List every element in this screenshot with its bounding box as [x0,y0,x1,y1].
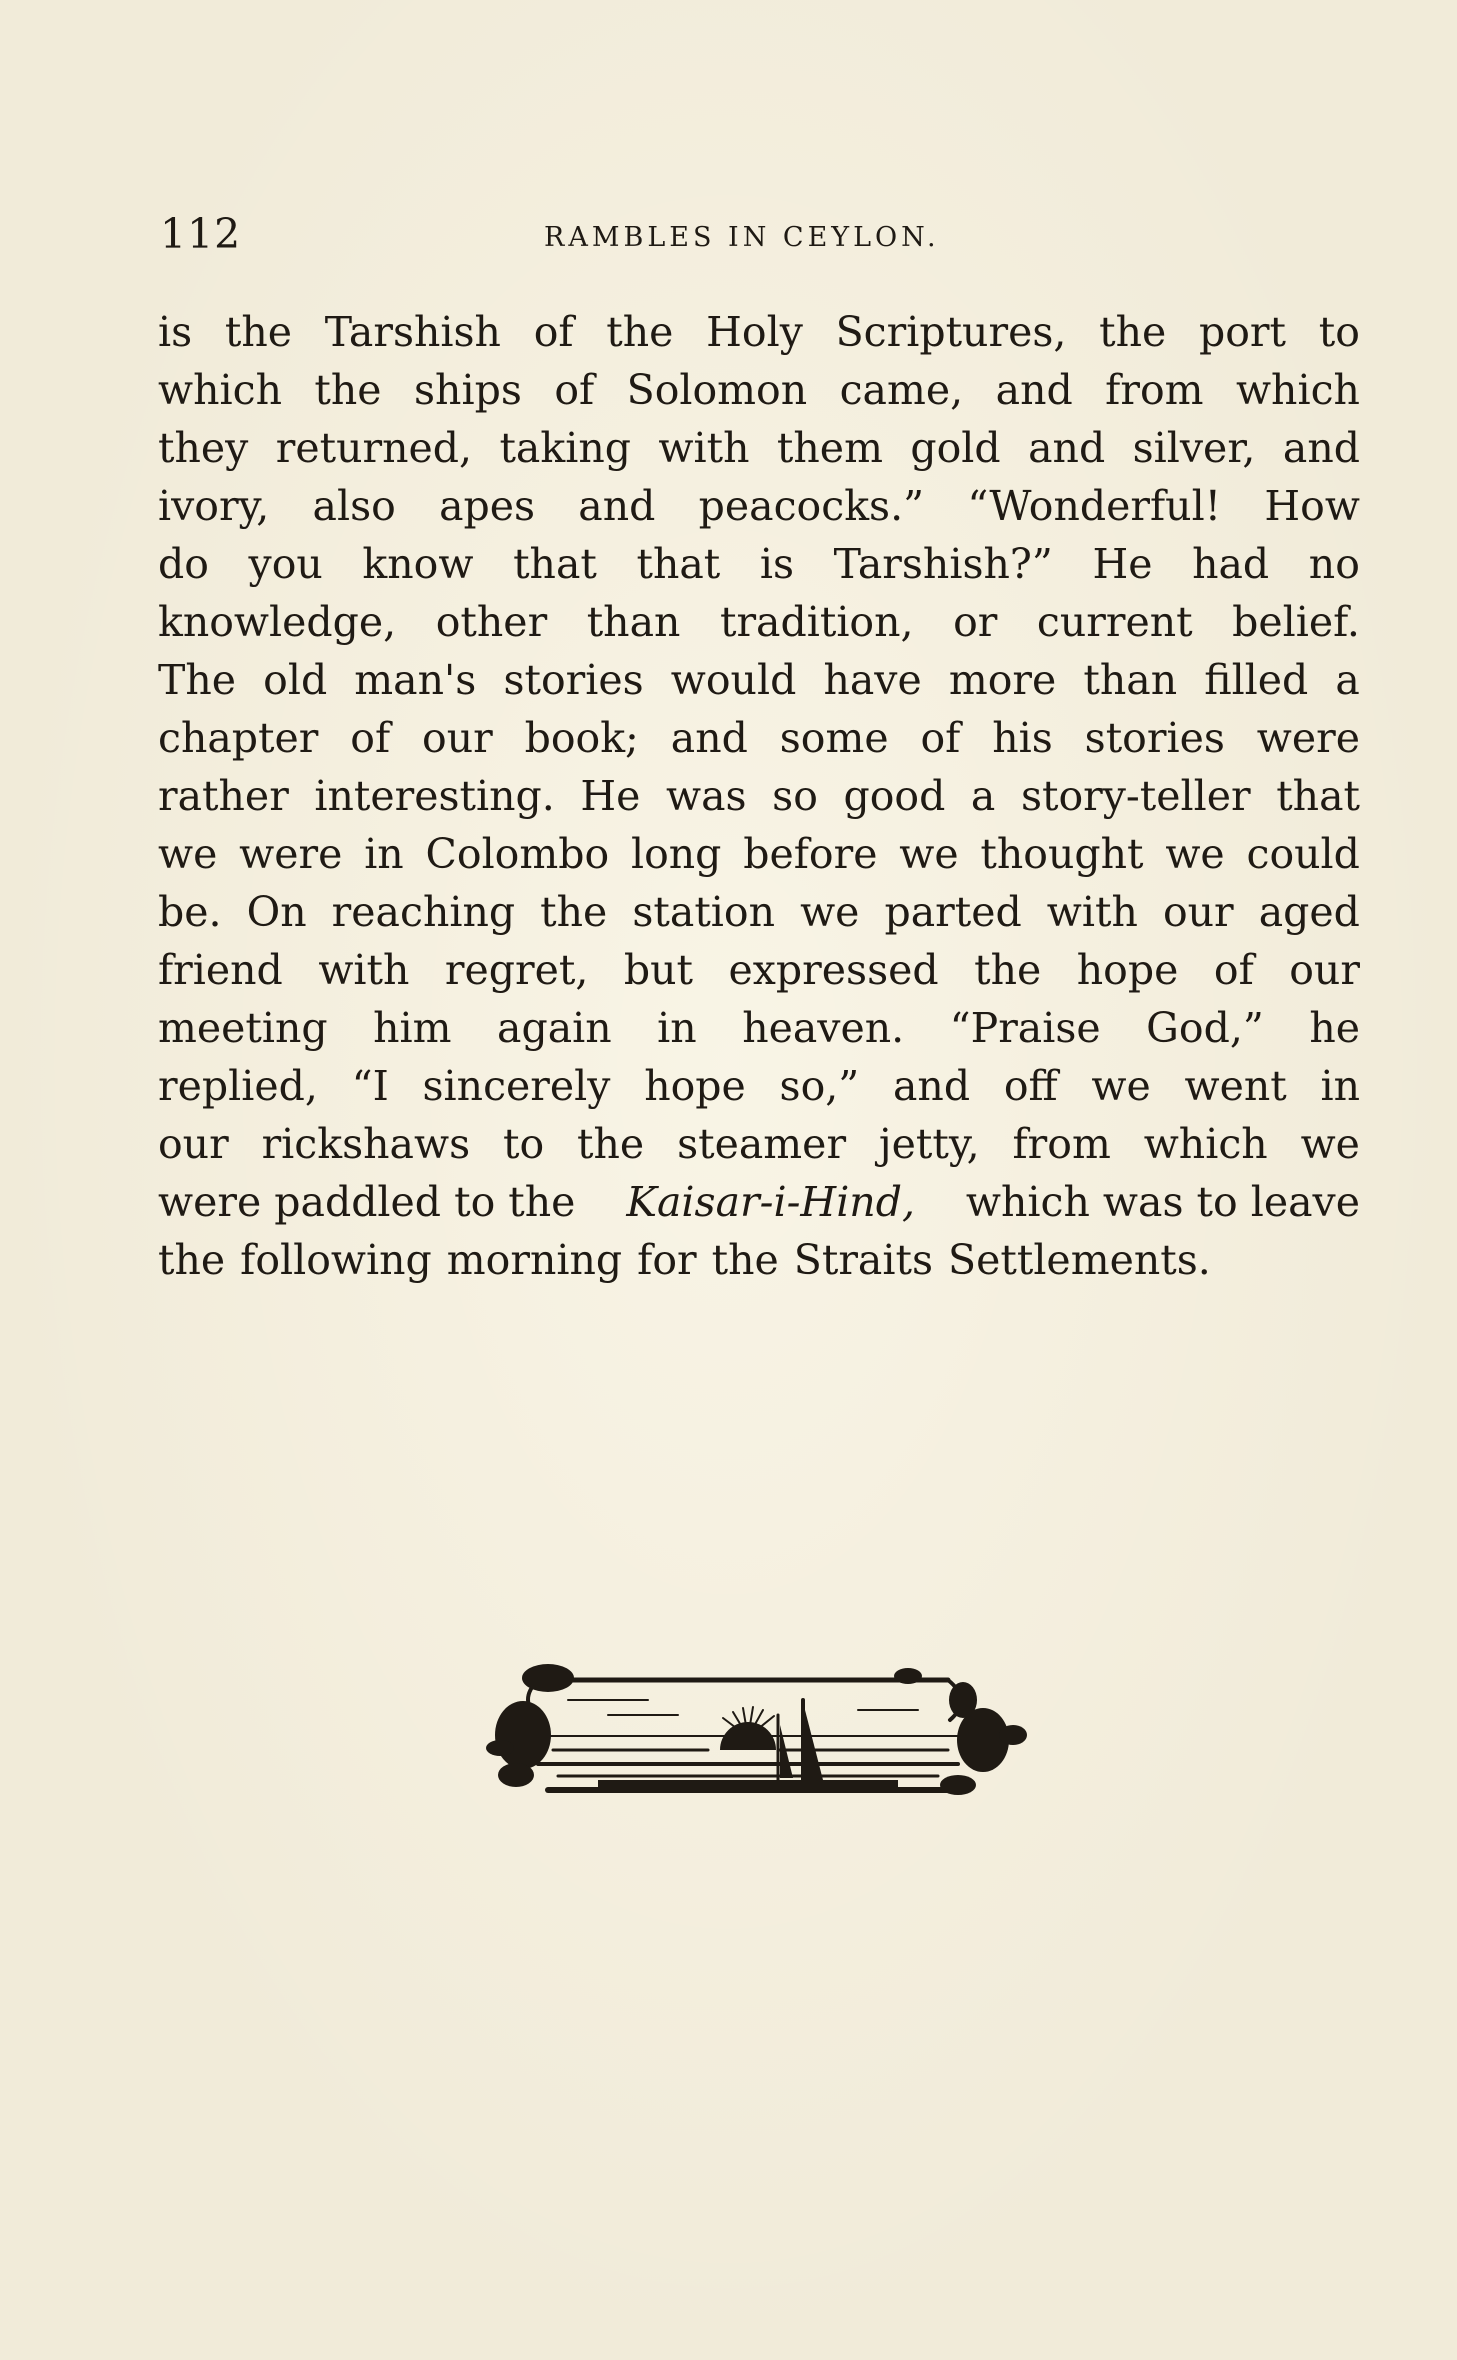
word: steamer [677,1120,847,1168]
word: before [743,830,878,878]
word: our [422,714,493,762]
text-line [158,999,1360,1057]
word: rather [158,772,289,820]
word: Holy [706,308,803,356]
word: Solomon [626,366,808,414]
word: “I [351,1062,389,1110]
word: silver, [1132,424,1256,472]
word: from [1105,366,1204,414]
word: with [658,424,750,472]
word: he [1309,1004,1360,1052]
word: stories [1084,714,1225,762]
running-head [160,210,1360,270]
word: tradition, [719,598,914,646]
word: were [239,830,343,878]
word: morning [446,1236,623,1284]
word: we [1091,1062,1151,1110]
word: returned, [275,424,473,472]
word: of [350,714,391,762]
word: and [670,714,748,762]
word: a [1335,656,1360,704]
word: to [1318,308,1360,356]
word: aged [1258,888,1360,936]
word: and [1028,424,1106,472]
word: ivory, [158,482,270,530]
word: apes [439,482,536,530]
word: our [1289,946,1360,994]
word: they [158,424,249,472]
text-line [158,1115,1360,1173]
word: hope [1076,946,1179,994]
word: also [312,482,396,530]
word: regret, [444,946,589,994]
word: Colombo [425,830,610,878]
word: Scriptures, [835,308,1067,356]
word: again [497,1004,612,1052]
text-line-last [158,1231,1360,1289]
word: parted [884,888,1022,936]
word: expressed [728,946,939,994]
word: from [1012,1120,1111,1168]
word: the [540,888,608,936]
word: some [779,714,889,762]
word: to [503,1120,545,1168]
line-16-before: were paddled to the [158,1178,576,1226]
text-line [158,535,1360,593]
word: Settlements. [948,1236,1211,1284]
word: port [1199,308,1287,356]
word: and [995,366,1073,414]
word: meeting [158,1004,328,1052]
running-title: RAMBLES IN CEYLON. [544,222,940,253]
word: have [823,656,922,704]
word: with [318,946,410,994]
word: belief. [1232,598,1360,646]
word: and [578,482,656,530]
text-line [158,1173,1360,1231]
word: good [843,772,946,820]
word: his [992,714,1053,762]
word: them [776,424,883,472]
word: went [1184,1062,1287,1110]
word: reaching [331,888,516,936]
word: with [1046,888,1138,936]
word: man's [354,656,477,704]
word: following [240,1236,432,1284]
word: station [632,888,776,936]
word: were [1256,714,1360,762]
word: in [364,830,404,878]
word: ships [414,366,522,414]
word: God,” [1146,1004,1264,1052]
word: is [158,308,193,356]
text-line [158,883,1360,941]
word: of [554,366,595,414]
word: is [759,540,795,588]
word: On [246,888,307,936]
word: Straits [793,1236,934,1284]
word: the [1099,308,1167,356]
word: that [1276,772,1360,820]
word: “Praise [949,1004,1101,1052]
word: other [435,598,548,646]
word: chapter [158,714,319,762]
word: He [1092,540,1153,588]
line-16-after: which was to leave [965,1178,1360,1226]
word: off [1003,1062,1058,1110]
word: friend [158,946,283,994]
word: we [1165,830,1225,878]
text-line [158,941,1360,999]
word: in [657,1004,697,1052]
word: so [772,772,818,820]
word: sincerely [422,1062,611,1110]
word: more [948,656,1057,704]
text-line [158,709,1360,767]
word: He [580,772,641,820]
word: the [711,1236,779,1284]
word: stories [503,656,644,704]
word: of [1213,946,1254,994]
word: story-teller [1020,772,1251,820]
word: thought [980,830,1144,878]
word: Tarshish?” [833,540,1053,588]
word: jetty, [878,1120,980,1168]
word: in [1320,1062,1360,1110]
word: long [630,830,722,878]
ship-name: Kaisar-i-Hind, [626,1178,915,1226]
word: and [1282,424,1360,472]
word: peacocks.” [698,482,925,530]
word: came, [839,366,964,414]
word: the [314,366,382,414]
word: the [158,1236,226,1284]
word: you [248,540,323,588]
word: filled [1204,656,1309,704]
word: gold [910,424,1001,472]
word: the [974,946,1042,994]
word: but [623,946,694,994]
word: replied, [158,1062,318,1110]
word: rickshaws [261,1120,471,1168]
word: hope [644,1062,746,1110]
text-line [158,303,1360,361]
word: book; [524,714,639,762]
word: which [1143,1120,1268,1168]
word: of [533,308,574,356]
text-line [158,825,1360,883]
tailpiece-vignette [478,1640,1034,1815]
body-paragraph [158,303,1360,1289]
word: The [158,656,237,704]
word: would [670,656,797,704]
text-line [158,1057,1360,1115]
word: had [1192,540,1270,588]
word: the [224,308,293,356]
word: than [1083,656,1178,704]
word: or [953,598,998,646]
word: How [1264,482,1360,530]
text-line [158,593,1360,651]
word: we [158,830,218,878]
word: was [666,772,747,820]
word: old [263,656,328,704]
word: which [1235,366,1360,414]
word: our [158,1120,229,1168]
page-number: 112 [160,210,242,258]
text-line [158,361,1360,419]
word: a [970,772,996,820]
word: than [586,598,681,646]
word: Tarshish [324,308,501,356]
word: “Wonderful! [967,482,1222,530]
word: no [1308,540,1360,588]
word: him [373,1004,452,1052]
word: the [606,308,674,356]
word: for [637,1236,697,1284]
word: we [899,830,959,878]
word: which [158,366,282,414]
word: current [1036,598,1193,646]
word: heaven. [742,1004,905,1052]
word: and [892,1062,971,1110]
word: we [1300,1120,1360,1168]
word: be. [158,888,222,936]
text-line [158,767,1360,825]
text-line [158,477,1360,535]
word: knowledge, [158,598,397,646]
text-line [158,419,1360,477]
word: the [577,1120,645,1168]
word: interesting. [314,772,555,820]
word: so,” [779,1062,860,1110]
word: know [362,540,474,588]
word: do [158,540,209,588]
word: that [636,540,721,588]
word: our [1162,888,1234,936]
word: could [1246,830,1360,878]
text-line [158,651,1360,709]
word: of [920,714,961,762]
word: we [800,888,860,936]
word: that [513,540,597,588]
word: taking [499,424,631,472]
